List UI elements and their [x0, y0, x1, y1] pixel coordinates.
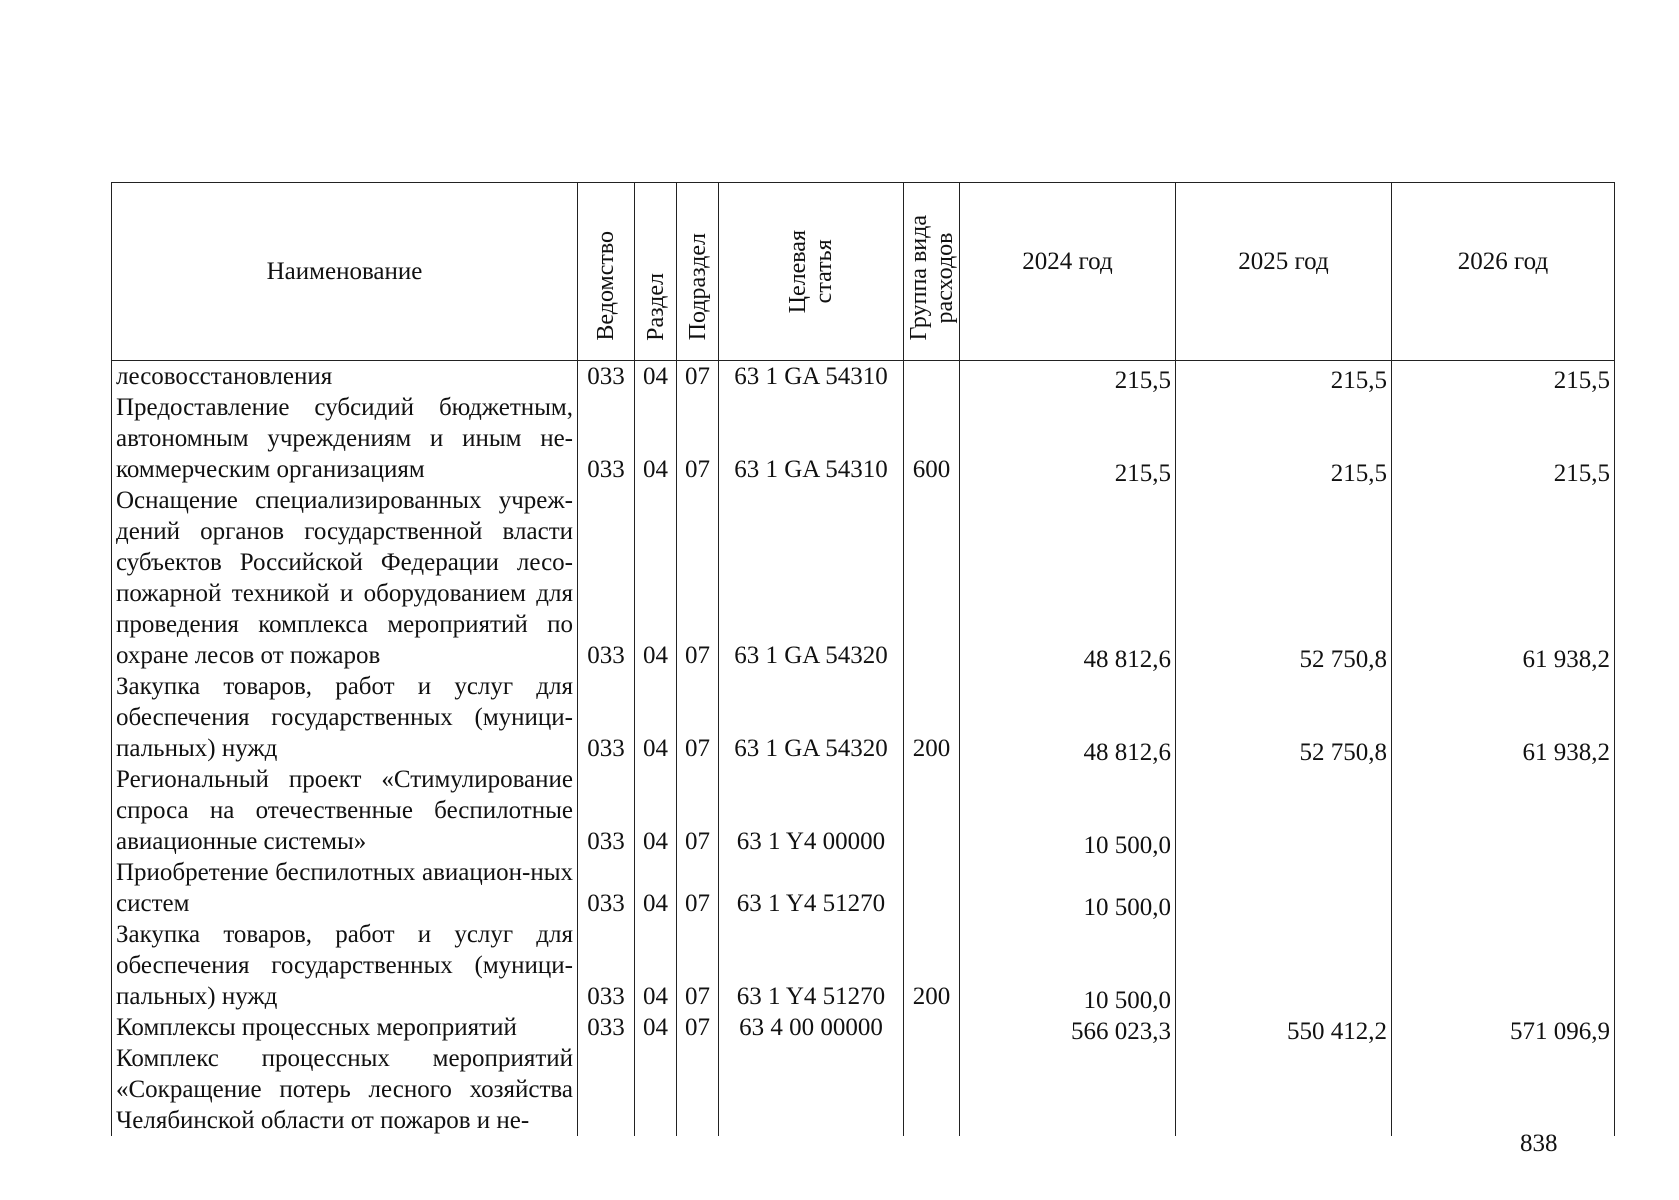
row-target-article: 63 1 Y4 51270	[719, 919, 904, 1012]
row-podrazdel: 07	[677, 857, 719, 919]
row-razdel: 04	[635, 857, 677, 919]
row-value-2025	[1176, 857, 1392, 919]
row-name: Комплекс процессных мероприятий «Сокращение потерь лесного хозяйства Челябинской области от пожаров и не-	[112, 1043, 578, 1136]
row-target-article: 63 1 Y4 00000	[719, 764, 904, 857]
row-podrazdel: 07	[677, 392, 719, 485]
header-razdel: Раздел	[635, 183, 677, 361]
header-podrazdel: Подраздел	[677, 183, 719, 361]
row-razdel: 04	[635, 1012, 677, 1043]
row-podrazdel: 07	[677, 485, 719, 671]
table-row	[112, 485, 1615, 671]
row-value-2026: 215,5	[1392, 392, 1615, 485]
row-value-2024: 48 812,6	[960, 485, 1176, 671]
row-vedomstvo: 033	[578, 764, 635, 857]
row-value-2024: 566 023,3	[960, 1012, 1176, 1043]
row-vedomstvo: 033	[578, 361, 635, 393]
row-razdel: 04	[635, 671, 677, 764]
row-razdel: 04	[635, 764, 677, 857]
budget-sheet	[111, 182, 1614, 1136]
row-podrazdel: 07	[677, 764, 719, 857]
header-vedomstvo: Ведомство	[578, 183, 635, 361]
row-expense-group	[904, 764, 960, 857]
row-target-article	[719, 1043, 904, 1136]
row-expense-group: 200	[904, 919, 960, 1012]
row-name: Закупка товаров, работ и услуг для обеспечения государственных (муници-пальных) нужд	[112, 919, 578, 1012]
row-name: Предоставление субсидий бюджетным, автономным учреждениям и иным не-коммерческим организациям	[112, 392, 578, 485]
row-target-article: 63 1 GA 54320	[719, 485, 904, 671]
row-value-2024: 10 500,0	[960, 764, 1176, 857]
row-vedomstvo: 033	[578, 671, 635, 764]
row-expense-group	[904, 361, 960, 393]
budget-table	[111, 182, 1615, 1136]
row-value-2026	[1392, 919, 1615, 1012]
row-vedomstvo	[578, 1043, 635, 1136]
table-row	[112, 919, 1615, 1012]
row-target-article: 63 1 Y4 51270	[719, 857, 904, 919]
table-row	[112, 671, 1615, 764]
row-razdel: 04	[635, 392, 677, 485]
row-value-2025: 215,5	[1176, 361, 1392, 393]
header-2024: 2024 год	[960, 183, 1176, 361]
row-podrazdel: 07	[677, 671, 719, 764]
row-name: Оснащение специализированных учреж-дений органов государственной власти субъектов Российской Федерации лесо-пожарной техникой и оборудованием для проведения комплекса мероприятий по охране лесов от пожаров	[112, 485, 578, 671]
row-razdel: 04	[635, 485, 677, 671]
row-podrazdel: 07	[677, 361, 719, 393]
row-expense-group: 600	[904, 392, 960, 485]
row-value-2026: 215,5	[1392, 361, 1615, 393]
row-podrazdel: 07	[677, 1012, 719, 1043]
row-vedomstvo: 033	[578, 919, 635, 1012]
row-value-2026: 571 096,9	[1392, 1012, 1615, 1043]
header-name: Наименование	[112, 183, 578, 361]
row-name: лесовосстановления	[112, 361, 578, 393]
row-value-2025	[1176, 919, 1392, 1012]
header-expense-group: Группа вида расходов	[904, 183, 960, 361]
table-row	[112, 764, 1615, 857]
row-name: Комплексы процессных мероприятий	[112, 1012, 578, 1043]
table-row	[112, 392, 1615, 485]
row-value-2026	[1392, 764, 1615, 857]
row-value-2025: 215,5	[1176, 392, 1392, 485]
row-vedomstvo: 033	[578, 1012, 635, 1043]
row-value-2025	[1176, 764, 1392, 857]
row-target-article: 63 1 GA 54310	[719, 392, 904, 485]
row-vedomstvo: 033	[578, 485, 635, 671]
row-target-article: 63 4 00 00000	[719, 1012, 904, 1043]
row-value-2025	[1176, 1043, 1392, 1136]
row-value-2024: 215,5	[960, 361, 1176, 393]
row-name: Приобретение беспилотных авиацион-ных систем	[112, 857, 578, 919]
header-2025: 2025 год	[1176, 183, 1392, 361]
row-expense-group	[904, 485, 960, 671]
row-value-2026: 61 938,2	[1392, 671, 1615, 764]
row-expense-group	[904, 1043, 960, 1136]
row-vedomstvo: 033	[578, 392, 635, 485]
row-expense-group	[904, 857, 960, 919]
row-value-2024: 48 812,6	[960, 671, 1176, 764]
row-expense-group: 200	[904, 671, 960, 764]
table-row	[112, 857, 1615, 919]
table-row	[112, 361, 1615, 393]
row-vedomstvo: 033	[578, 857, 635, 919]
header-row	[112, 183, 1615, 361]
table-row	[112, 1043, 1615, 1136]
row-value-2024: 215,5	[960, 392, 1176, 485]
row-value-2026: 61 938,2	[1392, 485, 1615, 671]
page-number: 838	[1520, 1130, 1558, 1157]
row-podrazdel: 07	[677, 919, 719, 1012]
row-target-article: 63 1 GA 54320	[719, 671, 904, 764]
row-name: Региональный проект «Стимулирование спроса на отечественные беспилотные авиационные системы»	[112, 764, 578, 857]
table-row	[112, 1012, 1615, 1043]
row-expense-group	[904, 1012, 960, 1043]
row-razdel: 04	[635, 361, 677, 393]
row-value-2024: 10 500,0	[960, 857, 1176, 919]
row-value-2024: 10 500,0	[960, 919, 1176, 1012]
row-value-2026	[1392, 857, 1615, 919]
row-value-2025: 52 750,8	[1176, 671, 1392, 764]
row-value-2026	[1392, 1043, 1615, 1136]
row-podrazdel	[677, 1043, 719, 1136]
row-razdel	[635, 1043, 677, 1136]
header-2026: 2026 год	[1392, 183, 1615, 361]
row-value-2024	[960, 1043, 1176, 1136]
row-value-2025: 52 750,8	[1176, 485, 1392, 671]
row-razdel: 04	[635, 919, 677, 1012]
header-target-article: Целевая статья	[719, 183, 904, 361]
row-name: Закупка товаров, работ и услуг для обеспечения государственных (муници-пальных) нужд	[112, 671, 578, 764]
row-target-article: 63 1 GA 54310	[719, 361, 904, 393]
row-value-2025: 550 412,2	[1176, 1012, 1392, 1043]
